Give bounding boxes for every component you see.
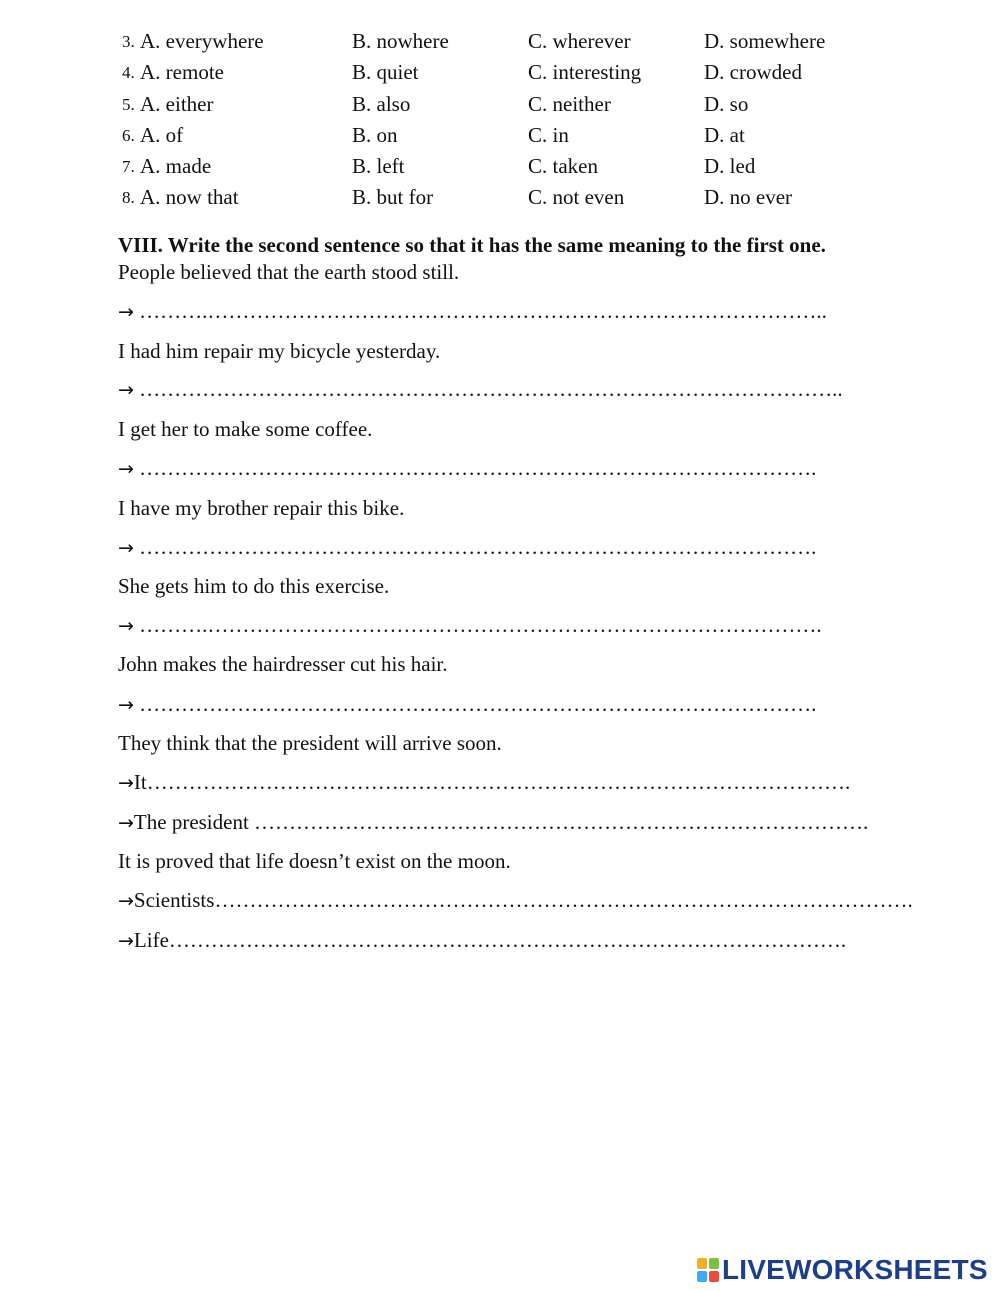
option-b: B. left <box>352 154 405 179</box>
mc-row <box>118 151 898 182</box>
option-b: B. quiet <box>352 60 419 85</box>
option-a: A. now that <box>140 185 239 210</box>
answer-line[interactable] <box>118 533 816 562</box>
mc-row <box>118 89 898 120</box>
answer-blank[interactable]: ………………………………………………………………………………………. <box>214 888 913 912</box>
sentence-text: I have my brother repair this bike. <box>118 496 405 520</box>
question-number: 7. <box>122 157 135 177</box>
source-sentence <box>118 258 459 286</box>
arrow-icon: → <box>118 890 134 912</box>
logo-tile <box>697 1258 707 1269</box>
option-d: D. crowded <box>704 60 802 85</box>
mc-row <box>118 26 898 57</box>
source-sentence <box>118 847 511 875</box>
option-a: A. either <box>140 91 214 116</box>
arrow-icon: → <box>118 772 134 794</box>
option-c: C. neither <box>528 91 611 116</box>
section-heading: VIII. Write the second sentence so that it has the same meaning to the first one. <box>118 233 826 257</box>
option-b: B. also <box>352 91 411 116</box>
answer-line[interactable] <box>118 926 846 955</box>
option-d: D. at <box>704 122 745 147</box>
answer-prefix: The president <box>133 810 255 834</box>
source-sentence <box>118 415 372 443</box>
answer-blank[interactable]: ……………………………………………………………………………………….. <box>139 377 843 401</box>
answer-prefix: It <box>133 770 147 794</box>
mc-row <box>118 182 898 213</box>
source-sentence <box>118 729 502 757</box>
answer-blank[interactable]: ……….……………………………………………………………………………. <box>139 613 822 637</box>
arrow-icon: → <box>118 537 134 559</box>
option-d: D. led <box>704 154 756 179</box>
source-sentence <box>118 337 440 365</box>
option-d: D. no ever <box>704 185 793 210</box>
option-c: C. wherever <box>528 29 631 53</box>
answer-prefix: Life <box>133 928 169 952</box>
arrow-icon: → <box>118 458 134 480</box>
answer-prefix: Scientists <box>133 888 215 912</box>
answer-blank[interactable]: ……………………………………………………………………………. <box>254 810 869 834</box>
logo-tile <box>697 1271 707 1282</box>
option-a: A. remote <box>140 60 224 85</box>
option-c: C. not even <box>528 185 625 210</box>
sentence-text: They think that the president will arrive soon. <box>118 731 502 755</box>
sentence-text: It is proved that life doesn’t exist on the moon. <box>118 849 511 873</box>
option-b: B. on <box>352 122 398 147</box>
answer-blank[interactable]: ……………………………………………………………………………………. <box>168 928 847 952</box>
sentence-text: I had him repair my bicycle yesterday. <box>118 339 441 363</box>
logo-mark-icon <box>697 1258 719 1282</box>
answer-blank[interactable]: ……………………………………………………………………………………. <box>139 456 817 480</box>
mc-row <box>118 120 898 151</box>
source-sentence <box>118 494 404 522</box>
arrow-icon: → <box>118 379 134 401</box>
source-sentence <box>118 650 448 678</box>
arrow-icon: → <box>118 301 134 323</box>
option-b: B. but for <box>352 185 434 210</box>
option-a: A. made <box>140 154 212 179</box>
answer-line[interactable] <box>118 375 843 404</box>
option-d: D. so <box>704 91 749 116</box>
answer-line[interactable] <box>118 808 868 837</box>
sentence-text: John makes the hairdresser cut his hair. <box>118 652 448 676</box>
arrow-icon: → <box>118 694 134 716</box>
source-sentence <box>118 572 389 600</box>
option-c: C. interesting <box>528 60 642 85</box>
question-number: 8. <box>122 188 135 208</box>
option-b: B. nowhere <box>352 29 449 53</box>
option-a: A. of <box>140 122 184 147</box>
question-number: 3. <box>122 32 135 51</box>
answer-line[interactable] <box>118 690 816 719</box>
option-a: A. everywhere <box>140 29 264 53</box>
answer-line[interactable] <box>118 297 827 326</box>
answer-blank[interactable]: ……………………………….………………………………………………………. <box>146 770 851 794</box>
option-c: C. in <box>528 122 569 147</box>
logo-tile <box>709 1258 719 1269</box>
logo-tile <box>709 1271 719 1282</box>
mc-row <box>118 57 898 88</box>
sentence-text: I get her to make some coffee. <box>118 417 373 441</box>
option-d: D. somewhere <box>704 29 826 53</box>
answer-line[interactable] <box>118 611 822 640</box>
answer-line[interactable] <box>118 768 850 797</box>
sentence-text: People believed that the earth stood still. <box>118 260 460 284</box>
arrow-icon: → <box>118 812 134 834</box>
option-c: C. taken <box>528 154 598 179</box>
question-number: 5. <box>122 94 135 114</box>
question-number: 4. <box>122 63 135 83</box>
multiple-choice-table <box>118 26 898 214</box>
liveworksheets-logo <box>697 1255 988 1285</box>
logo-text: LIVEWORKSHEETS <box>722 1254 988 1285</box>
arrow-icon: → <box>118 615 134 637</box>
answer-blank[interactable]: ……….…………………………………………………………………………….. <box>139 299 827 323</box>
arrow-icon: → <box>118 930 134 952</box>
sentence-text: She gets him to do this exercise. <box>118 574 390 598</box>
question-number: 6. <box>122 125 135 145</box>
answer-line[interactable] <box>118 886 913 915</box>
answer-blank[interactable]: ……………………………………………………………………………………. <box>139 692 817 716</box>
answer-blank[interactable]: ……………………………………………………………………………………. <box>139 535 817 559</box>
answer-line[interactable] <box>118 454 816 483</box>
